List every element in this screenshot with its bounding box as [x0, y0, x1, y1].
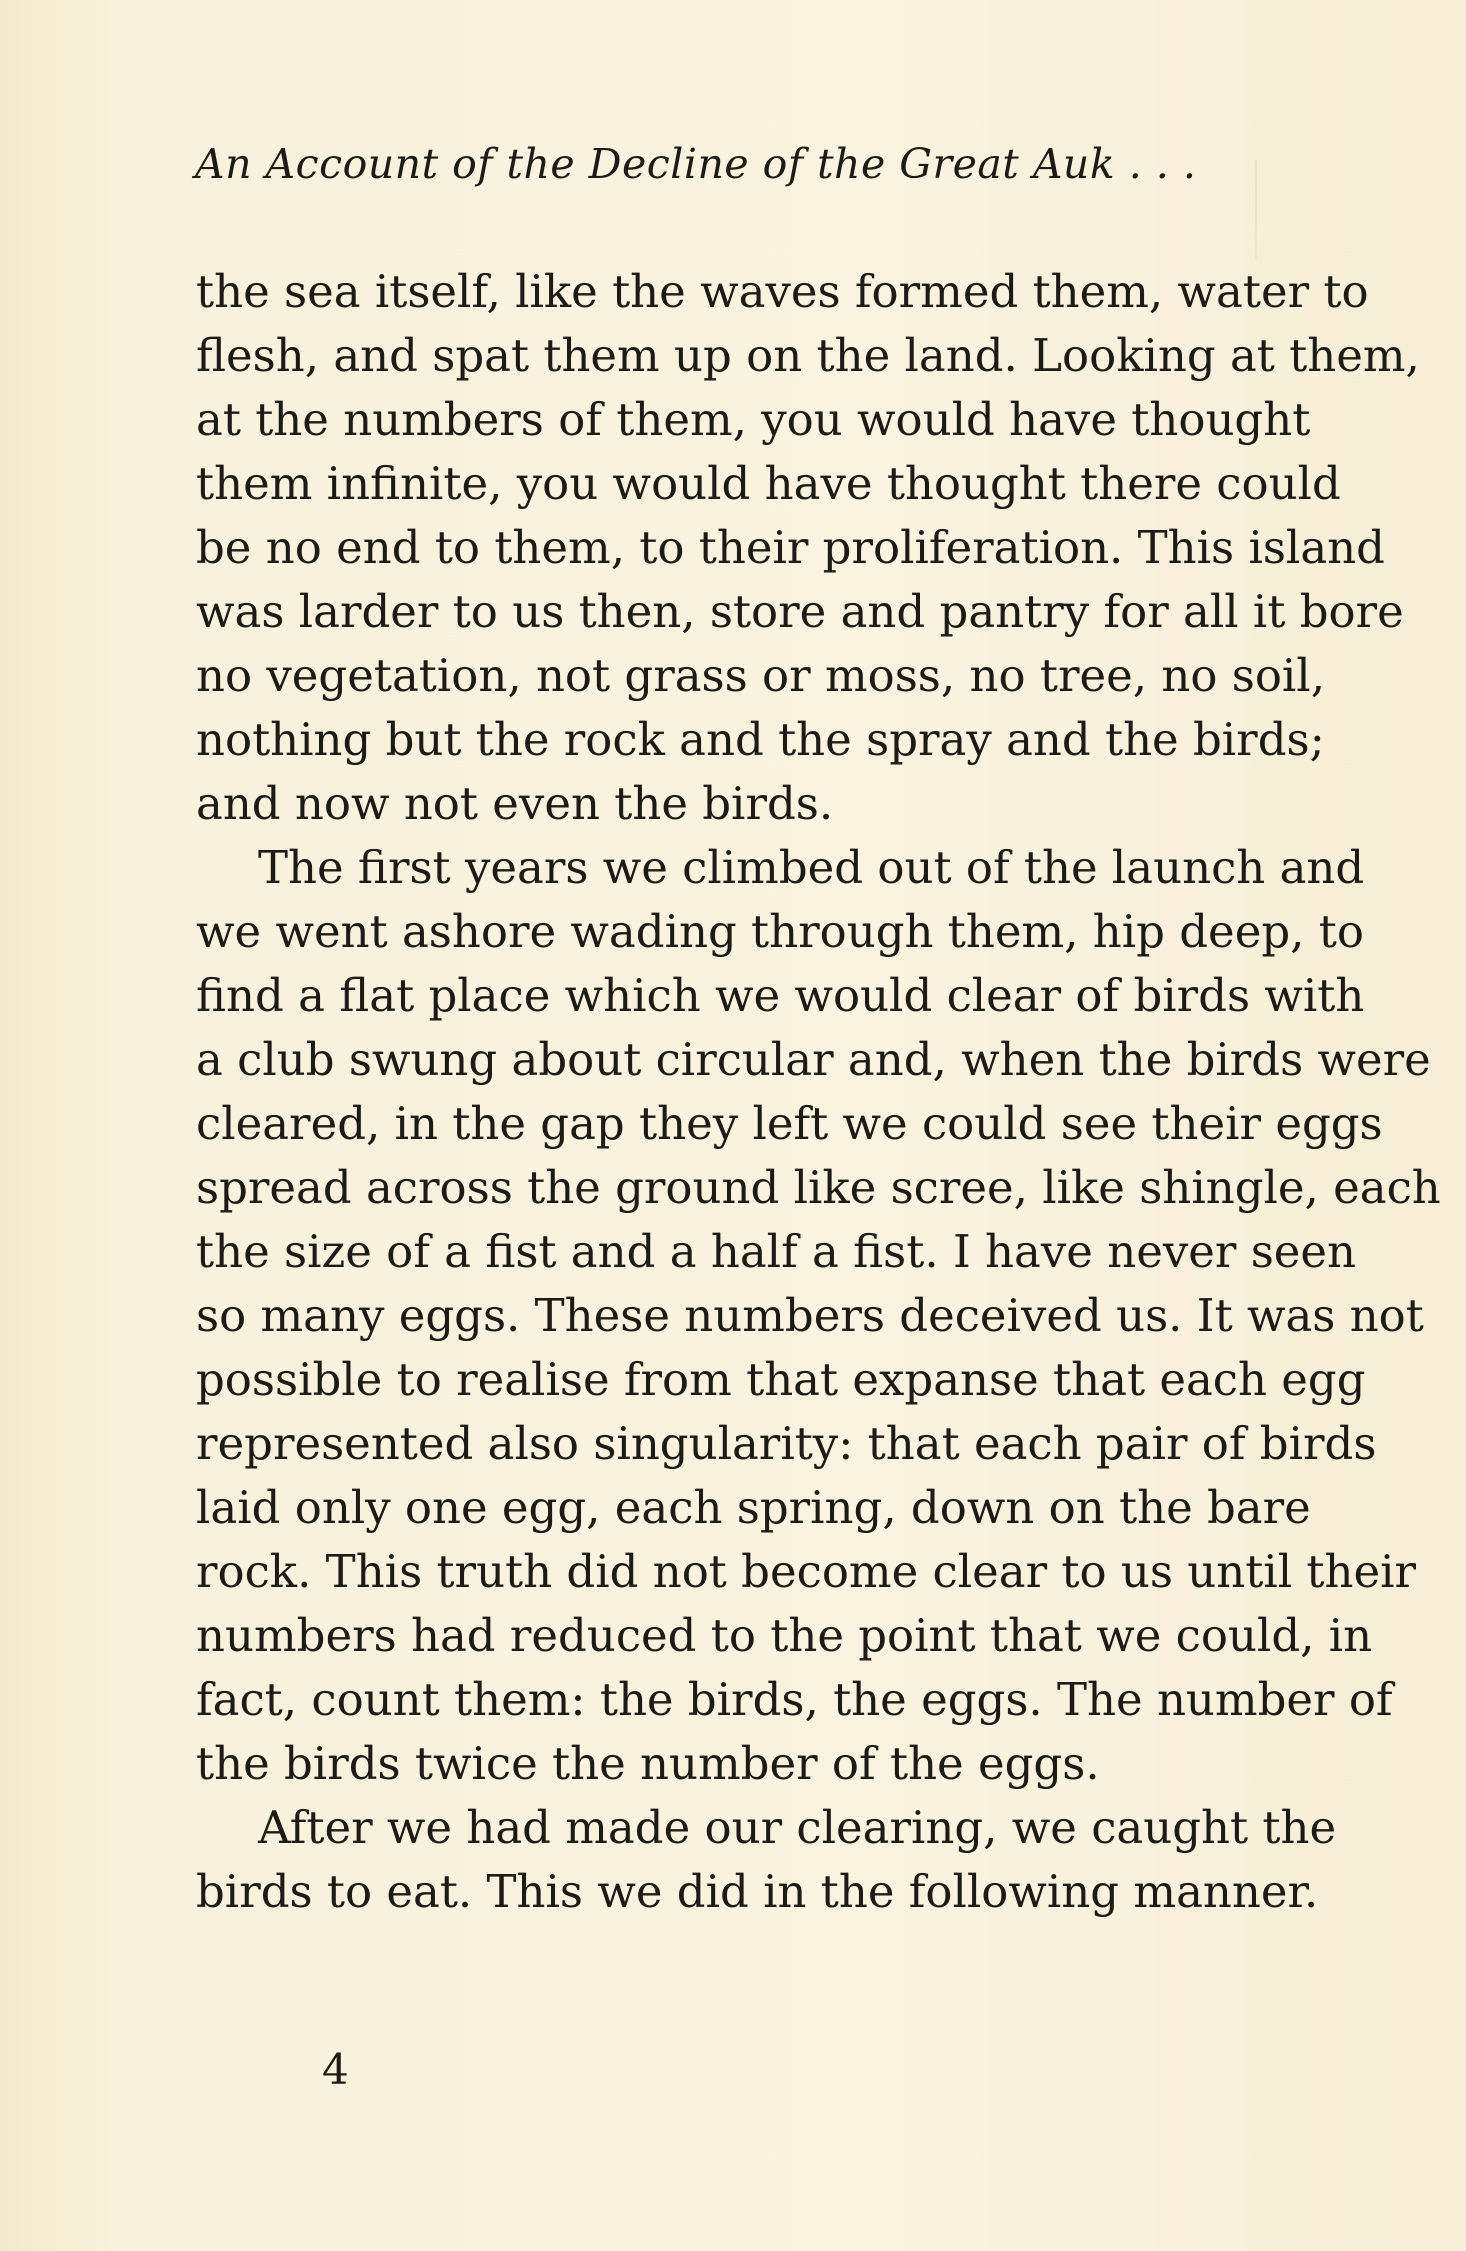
text-line: spread across the ground like scree, like shingle, each — [196, 1161, 1441, 1214]
text-line: rock. This truth did not become clear to us until their — [196, 1545, 1416, 1598]
text-line: After we had made our clearing, we caught the — [258, 1801, 1337, 1854]
body-text — [196, 260, 1441, 1924]
text-line: cleared, in the gap they left we could see their eggs — [196, 1097, 1383, 1150]
text-line: the size of a fist and a half a fist. I have never seen — [196, 1225, 1357, 1278]
text-line: them infinite, you would have thought there could — [196, 457, 1341, 510]
text-line: birds to eat. This we did in the following manner. — [196, 1865, 1319, 1918]
text-line: and now not even the birds. — [196, 777, 834, 830]
text-line: flesh, and spat them up on the land. Looking at them, — [196, 329, 1420, 382]
text-line: possible to realise from that expanse that each egg — [196, 1353, 1366, 1406]
paragraph-3 — [196, 1796, 1337, 1924]
text-line: numbers had reduced to the point that we could, in — [196, 1609, 1373, 1662]
text-line: so many eggs. These numbers deceived us. It was not — [196, 1289, 1424, 1342]
paragraph-2 — [196, 836, 1441, 1796]
page-number: 4 — [322, 2045, 349, 2094]
text-line: find a flat place which we would clear of birds with — [196, 969, 1365, 1022]
text-line: laid only one egg, each spring, down on the bare — [196, 1481, 1311, 1534]
text-line: we went ashore wading through them, hip deep, to — [196, 905, 1364, 958]
text-line: the birds twice the number of the eggs. — [196, 1737, 1100, 1790]
text-line: no vegetation, not grass or moss, no tree, no soil, — [196, 649, 1325, 702]
text-line: fact, count them: the birds, the eggs. The number of — [196, 1673, 1393, 1726]
text-line: the sea itself, like the waves formed them, water to — [196, 265, 1369, 318]
text-line: represented also singularity: that each pair of birds — [196, 1417, 1377, 1470]
running-head: An Account of the Decline of the Great Auk . . . — [195, 140, 1197, 188]
text-line: nothing but the rock and the spray and the birds; — [196, 713, 1325, 766]
text-line: was larder to us then, store and pantry for all it bore — [196, 585, 1404, 638]
text-line: The first years we climbed out of the launch and — [258, 841, 1365, 894]
paragraph-1 — [196, 260, 1420, 836]
text-line: be no end to them, to their proliferation. This island — [196, 521, 1385, 574]
text-line: a club swung about circular and, when the birds were — [196, 1033, 1431, 1086]
text-line: at the numbers of them, you would have thought — [196, 393, 1311, 446]
